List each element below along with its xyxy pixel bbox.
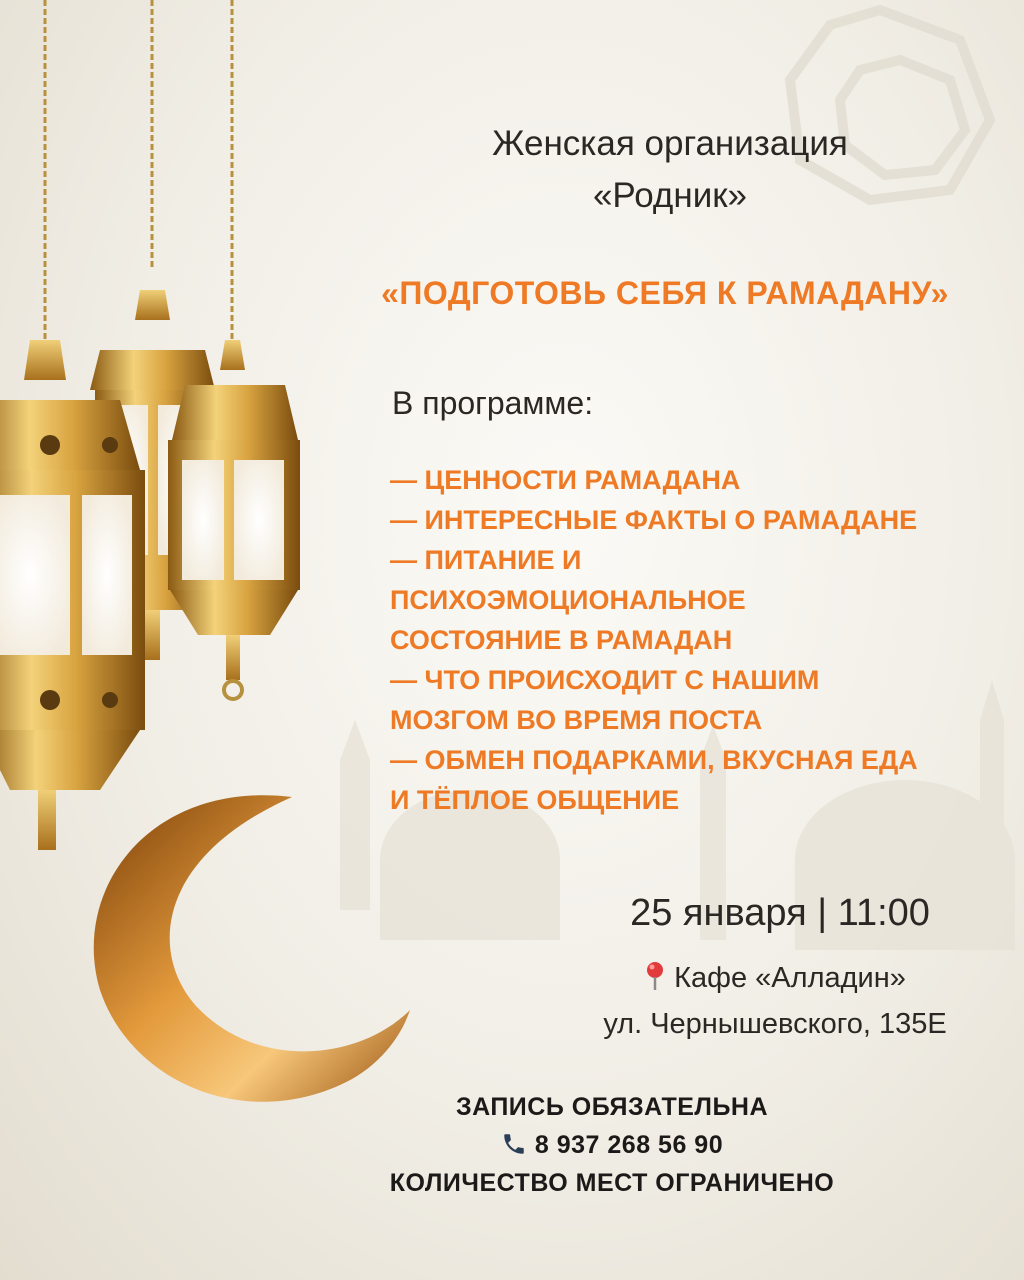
program-line: ПСИХОЭМОЦИОНАЛЬНОЕ [390, 585, 746, 615]
venue-address: ул. Чернышевского, 135Е [603, 1008, 947, 1040]
phone-number[interactable]: 8 937 268 56 90 [534, 1131, 724, 1159]
program-line: — ИНТЕРЕСНЫЕ ФАКТЫ О РАМАДАНЕ [390, 505, 918, 535]
location-pin-icon [644, 961, 666, 991]
venue [520, 955, 1024, 1047]
program-line: — ПИТАНИЕ И [390, 545, 582, 575]
footer [262, 1088, 962, 1202]
limited-seats: КОЛИЧЕСТВО МЕСТ ОГРАНИЧЕНО [389, 1169, 835, 1197]
program-line: — ЧТО ПРОИСХОДИТ С НАШИМ [390, 665, 820, 695]
phone-row [262, 1126, 962, 1164]
program-line: И ТЁПЛОЕ ОБЩЕНИЕ [390, 785, 680, 815]
program-list [390, 460, 1010, 820]
program-line: — ЦЕННОСТИ РАМАДАНА [390, 465, 741, 495]
lantern-chains [45, 0, 232, 340]
program-line: СОСТОЯНИЕ В РАМАДАН [390, 625, 733, 655]
venue-name-row [520, 955, 1024, 1001]
organization-name [390, 118, 950, 222]
phone-icon [501, 1131, 527, 1157]
program-line: — ОБМЕН ПОДАРКАМИ, ВКУСНАЯ ЕДА [390, 745, 918, 775]
event-title: «ПОДГОТОВЬ СЕБЯ К РАМАДАНУ» [381, 275, 949, 311]
hanging-lantern-icon [168, 340, 300, 699]
organization-line-2: «Родник» [592, 176, 748, 215]
venue-name: Кафе «Алладин» [674, 962, 906, 994]
hanging-lantern-icon [0, 340, 145, 850]
program-heading: В программе: [392, 385, 594, 421]
program-line: МОЗГОМ ВО ВРЕМЯ ПОСТА [390, 705, 763, 735]
event-datetime: 25 января | 11:00 [630, 892, 930, 934]
organization-line-1: Женская организация [492, 124, 848, 163]
registration-required: ЗАПИСЬ ОБЯЗАТЕЛЬНА [455, 1093, 769, 1121]
